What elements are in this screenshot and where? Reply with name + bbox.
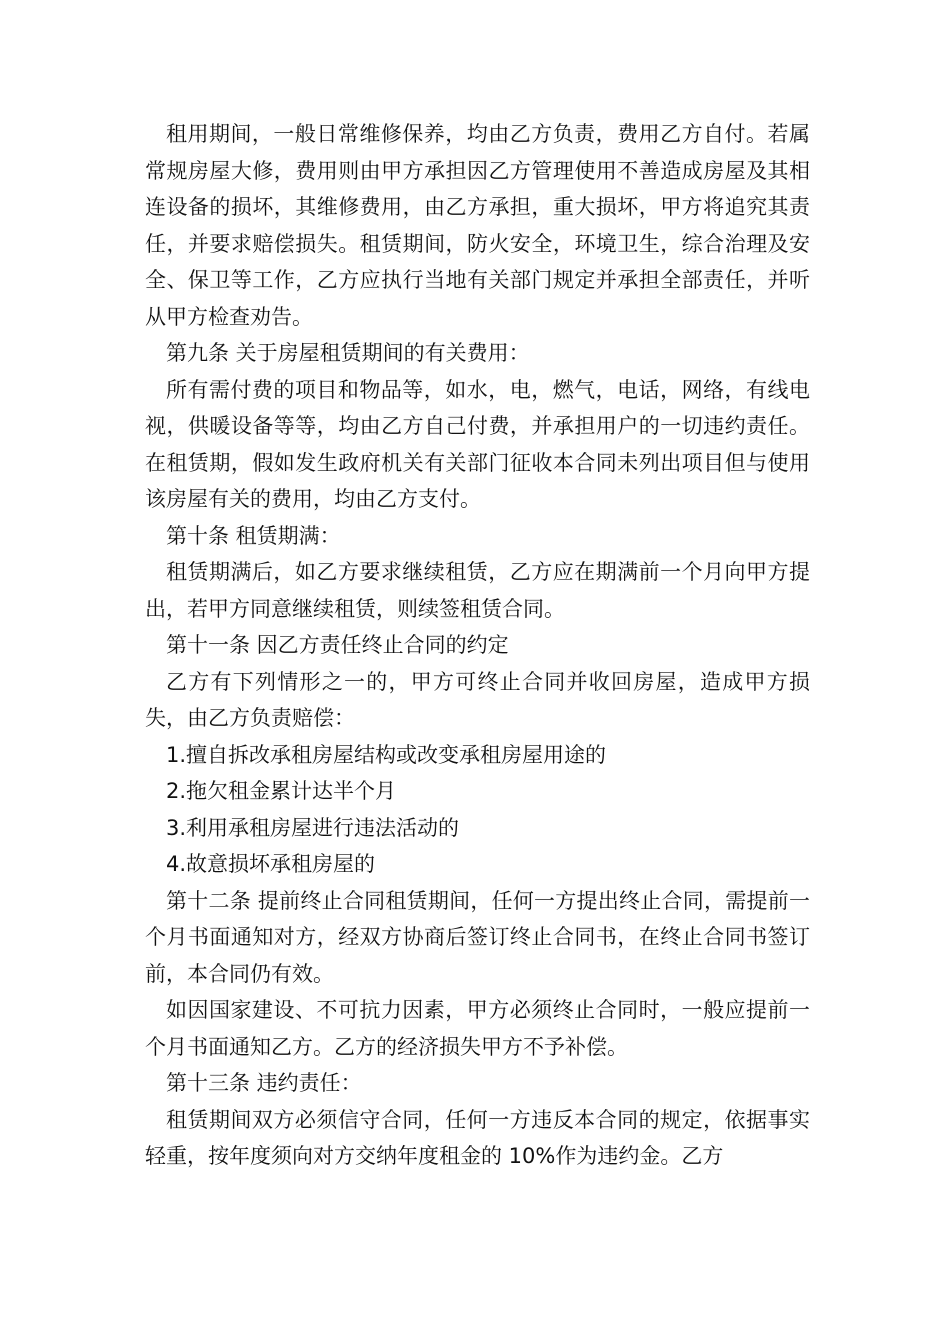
list-item-1: 1.擅自拆改承租房屋结构或改变承租房屋用途的	[166, 742, 607, 767]
paragraph-fees: 所有需付费的项目和物品等，如水，电，燃气，电话，网络，有线电视，供暖设备等等，均由乙方自己付费，并承担用户的一切违约责任。在租赁期，假如发生政府机关有关部门征收本合同未列出项目但与使用该房屋有关的费用，均由乙方支付。	[145, 377, 810, 511]
document-body	[145, 116, 810, 1175]
paragraph-article-12: 第十二条 提前终止合同租赁期间，任何一方提出终止合同，需提前一个月书面通知对方，经双方协商后签订终止合同书，在终止合同书签订前，本合同仍有效。	[145, 888, 810, 986]
paragraph-maintenance: 租用期间，一般日常维修保养，均由乙方负责，费用乙方自付。若属常规房屋大修，费用则由甲方承担因乙方管理使用不善造成房屋及其相连设备的损坏，其维修费用，由乙方承担，重大损坏，甲方将追究其责任，并要求赔偿损失。租赁期间，防火安全，环境卫生，综合治理及安全、保卫等工作，乙方应执行当地有关部门规定并承担全部责任，并听从甲方检查劝告。	[145, 122, 810, 329]
list-item-4: 4.故意损坏承租房屋的	[166, 852, 376, 876]
heading-article-13: 第十三条 违约责任：	[166, 1071, 362, 1095]
list-item-2: 2.拖欠租金累计达半个月	[166, 779, 397, 803]
heading-article-9: 第九条 关于房屋租赁期间的有关费用：	[166, 341, 530, 365]
paragraph-breach: 租赁期间双方必须信守合同，任何一方违反本合同的规定，依据事实轻重，按年度须向对方交纳年度租金的 10%作为违约金。乙方	[145, 1107, 810, 1168]
heading-article-11: 第十一条 因乙方责任终止合同的约定	[166, 633, 509, 657]
heading-article-10: 第十条 租赁期满：	[166, 523, 341, 548]
paragraph-force-majeure: 如因国家建设、不可抗力因素，甲方必须终止合同时，一般应提前一个月书面通知乙方。乙方的经济损失甲方不予补偿。	[145, 998, 810, 1059]
list-item-3: 3.利用承租房屋进行违法活动的	[166, 815, 460, 840]
paragraph-lease-expiry: 租赁期满后，如乙方要求继续租赁，乙方应在期满前一个月向甲方提出，若甲方同意继续租赁，则续签租赁合同。	[145, 560, 810, 621]
paragraph-termination-cases: 乙方有下列情形之一的，甲方可终止合同并收回房屋，造成甲方损失，由乙方负责赔偿：	[145, 669, 810, 730]
